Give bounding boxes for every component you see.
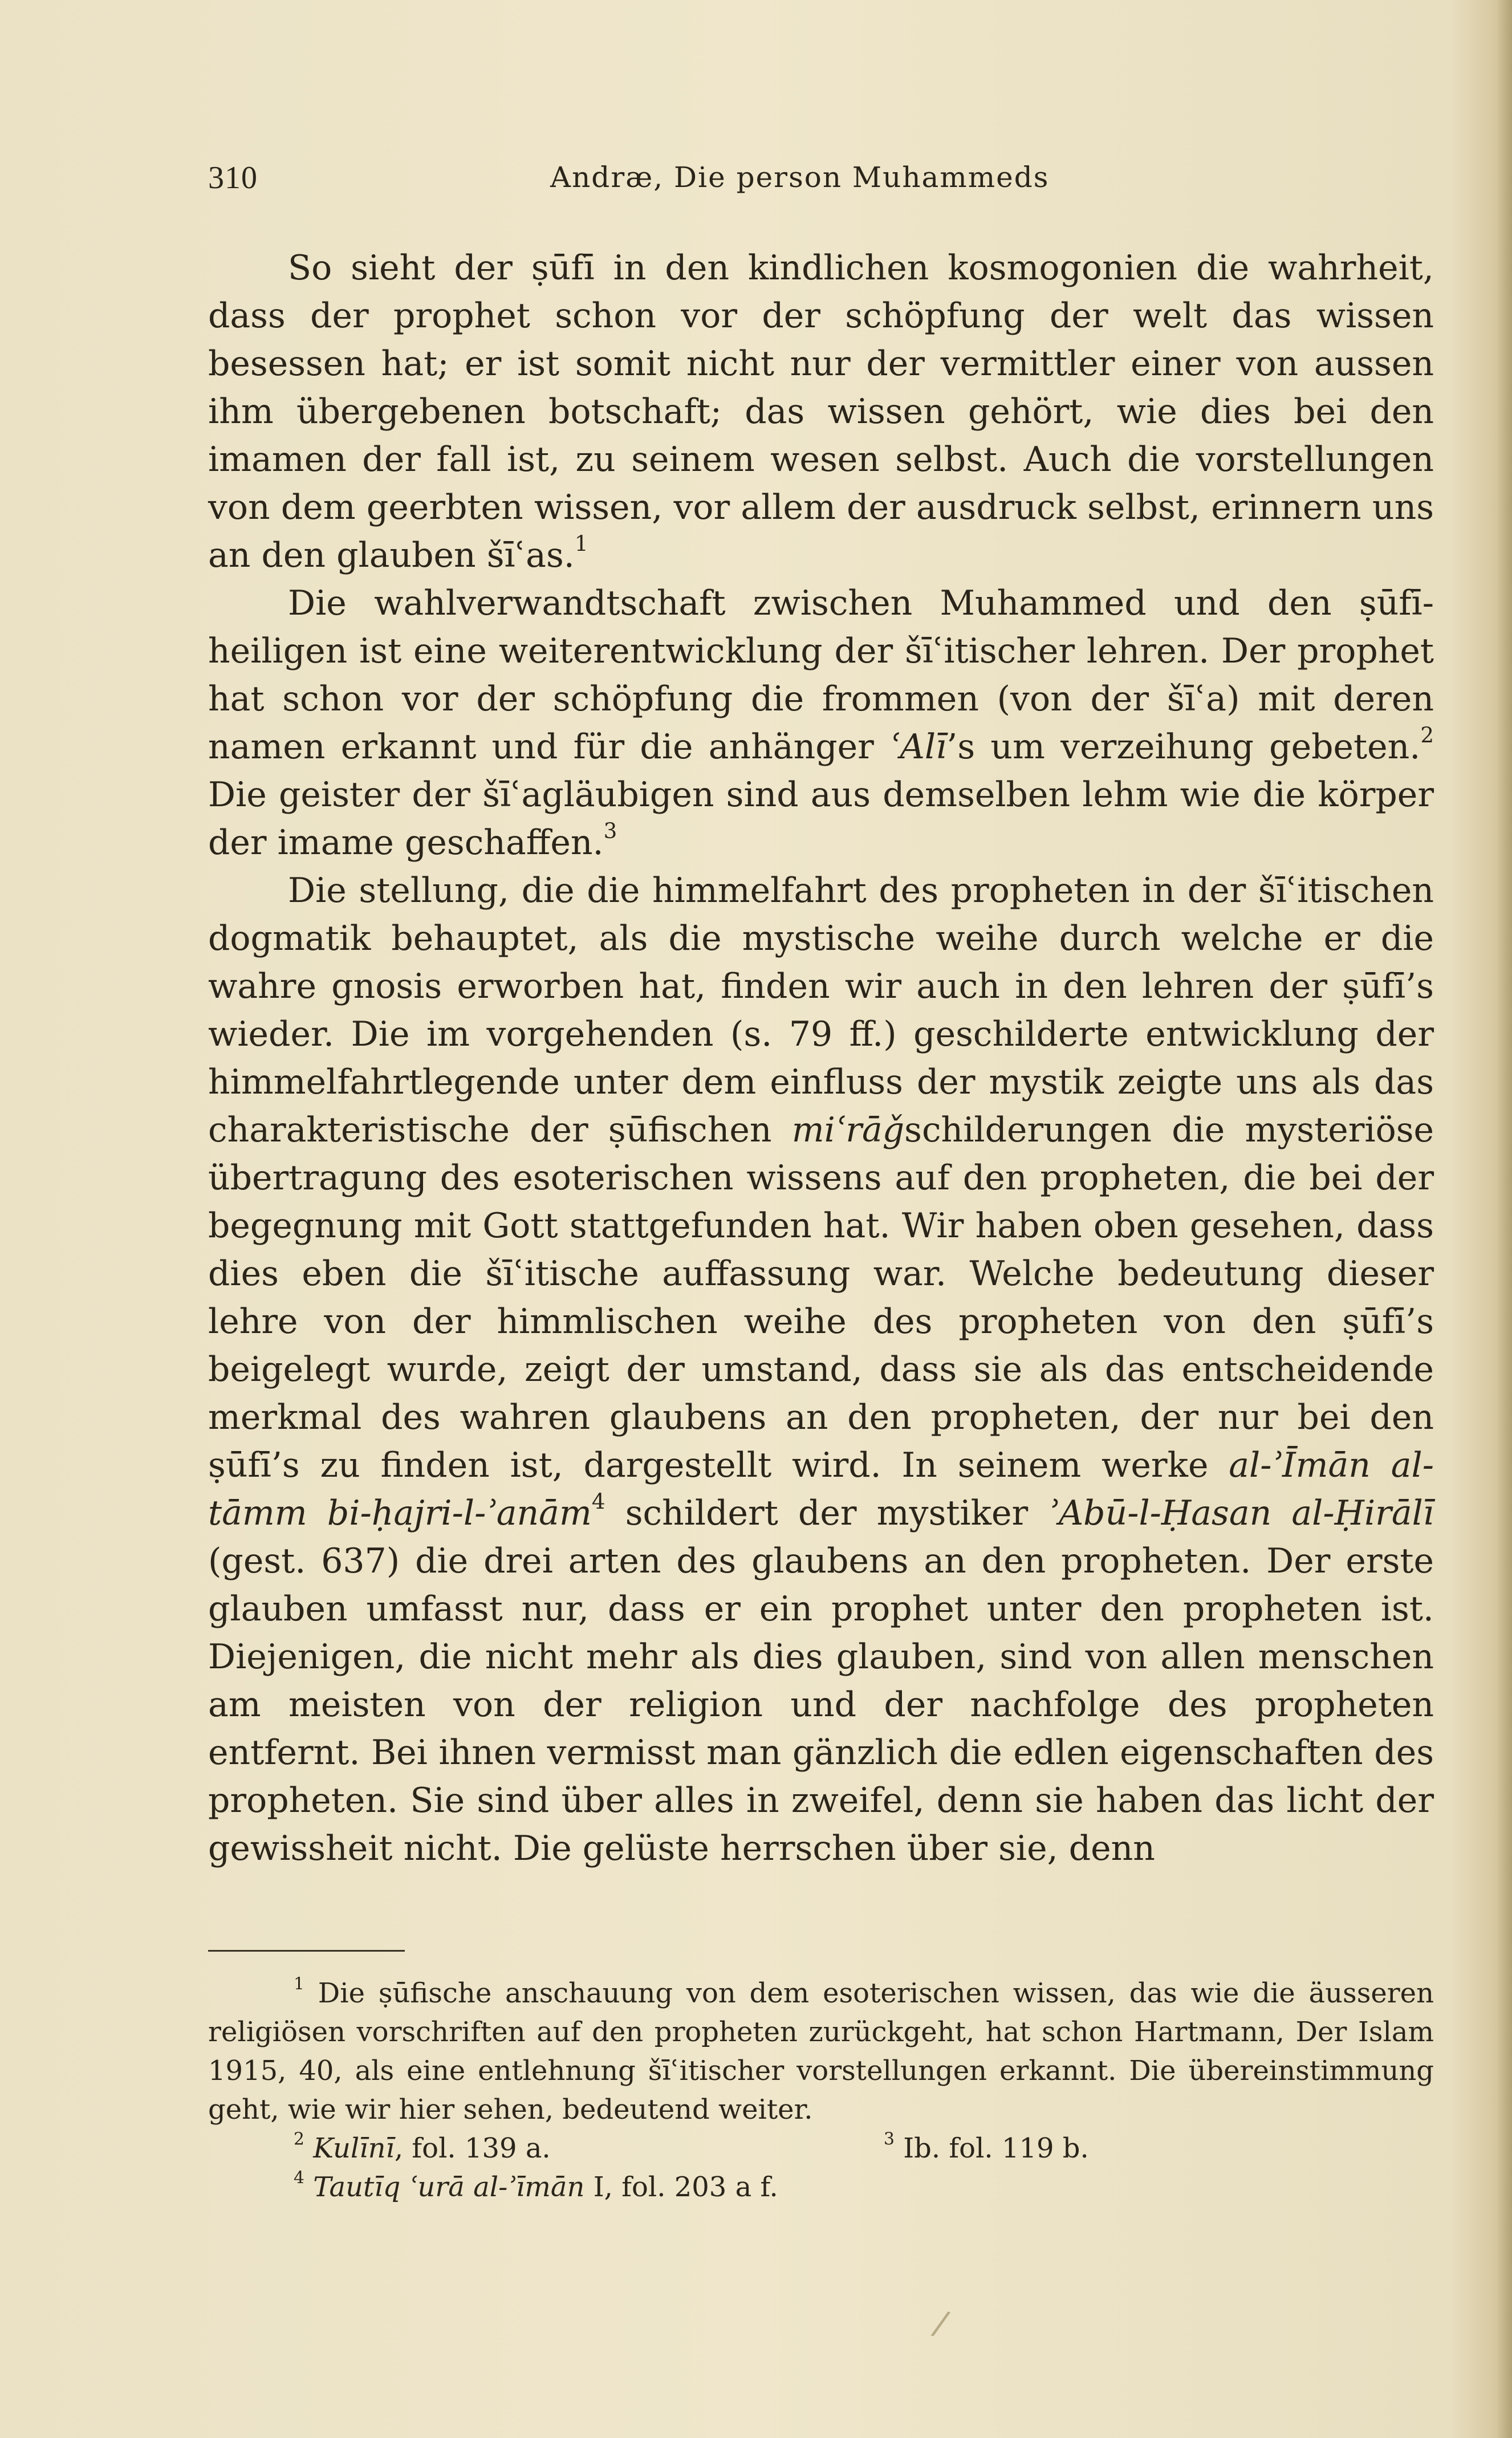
paragraph-2-text-b: ’s um verzeihung gebeten. <box>946 727 1421 767</box>
footnote-3-number: 3 <box>884 2129 895 2149</box>
footnote-ref-3: 3 <box>603 818 617 844</box>
footnote-4 <box>208 2168 1434 2207</box>
paragraph-2-text-a: Die wahlverwandtschaft zwischen Muhammed und den ṣūfī-heiligen ist eine weiterentwicklung der šīʿitischer lehren. Der prophet hat schon vor der schöpfung die frommen (von der šīʿa) mit deren namen erkannt und für die anhänger <box>208 583 1434 767</box>
footnote-separator <box>208 1950 405 1952</box>
paragraph-3-text-c: schildert der mystiker <box>605 1493 1048 1533</box>
main-text <box>208 244 1434 1872</box>
author-name: ʾAbū-l-Ḥasan al-Ḥirālī <box>1048 1493 1434 1533</box>
page-number: 310 <box>208 160 258 196</box>
footnote-4-number: 4 <box>294 2168 304 2188</box>
footnote-ref-2: 2 <box>1420 722 1434 748</box>
footnote-4-text: I, fol. 203 a f. <box>584 2171 778 2203</box>
running-header <box>208 160 1434 205</box>
footnote-4-title: Tautīq ʿurā al-ʾīmān <box>313 2171 585 2203</box>
paragraph-3-text-b: schilderungen die mysteriöse übertragung des esoterischen wissens auf den propheten, die bei der begegnung mit Gott stattgefunden hat. Wir haben oben gesehen, dass dies eben die šīʿitische auffassung war. Welche bedeutung dieser lehre von der himmlischen weihe des propheten von den ṣūfī’s beigelegt wurde, zeigt der umstand, dass sie als das entscheidende merkmal des wahren glaubens an den propheten, der nur bei den ṣūfī’s zu finden ist, dargestellt wird. In seinem werke <box>208 1110 1434 1485</box>
stray-pencil-mark: / <box>929 2302 953 2344</box>
paragraph-1 <box>208 244 1434 579</box>
footnote-2-number: 2 <box>294 2129 304 2149</box>
paragraph-1-text: So sieht der ṣūfī in den kindlichen kosmogonien die wahrheit, dass der prophet schon vor der schöpfung der welt das wissen besessen hat; er ist somit nicht nur der vermittler einer von aussen ihm übergebenen botschaft; das wissen gehört, wie dies bei den imamen der fall ist, zu seinem wesen selbst. Auch die vorstellungen von dem geerbten wissen, vor allem der ausdruck selbst, erinnern uns an den glauben šīʿas. <box>208 248 1434 575</box>
footnote-2-author: Kulīnī <box>313 2132 395 2164</box>
footnote-ref-1: 1 <box>574 531 588 556</box>
paragraph-2 <box>208 579 1434 867</box>
footnote-1-text: Die ṣūfische anschauung von dem esoterischen wissen, das wie die äusseren religiösen vorschriften auf den propheten zurückgeht, hat schon Hartmann, Der Islam 1915, 40, als eine entlehnung šīʿitischer vorstellungen erkannt. Die übereinstimmung geht, wie wir hier sehen, bedeutend weiter. <box>208 1977 1434 2126</box>
term-miraj: miʿrāǧ <box>791 1110 905 1150</box>
paragraph-3 <box>208 867 1434 1872</box>
footnote-3 <box>821 2129 1434 2168</box>
footnote-2-text: , fol. 139 a. <box>394 2132 551 2164</box>
page-edge-shadow <box>1497 0 1512 2438</box>
paragraph-3-text-d: (gest. 637) die drei arten des glaubens an den propheten. Der erste glauben umfasst nur, dass er ein prophet unter den propheten ist. Diejenigen, die nicht mehr als dies glauben, sind von allen menschen am meisten von der religion und der nachfolge des propheten entfernt. Bei ihnen vermisst man gänzlich die edlen eigenschaften des propheten. Sie sind über alles in zweifel, denn sie haben das licht der gewissheit nicht. Die gelüste herrschen über sie, denn <box>208 1541 1434 1868</box>
footnote-1 <box>208 1974 1434 2129</box>
footnote-2 <box>208 2129 821 2168</box>
footnote-ref-4: 4 <box>591 1489 605 1514</box>
footnote-1-number: 1 <box>294 1974 304 1994</box>
name-ali: ʿAlī <box>889 727 947 767</box>
running-head-title: Andræ, Die person Muhammeds <box>550 161 1050 194</box>
paragraph-2-text-c: Die geister der šīʿagläubigen sind aus demselben lehm wie die körper der imame geschaffen. <box>208 775 1434 863</box>
work-title: al-ʾĪmān al-tāmm bi-ḥajri-l-ʾanām <box>208 1445 1434 1533</box>
footnote-3-text: Ib. fol. 119 b. <box>894 2132 1089 2164</box>
footnote-row-2-3 <box>208 2129 1434 2168</box>
paragraph-3-text-a: Die stellung, die die himmelfahrt des propheten in der šīʿitischen dogmatik behauptet, als die mystische weihe durch welche er die wahre gnosis erworben hat, finden wir auch in den lehren der ṣūfī’s wieder. Die im vorgehenden (s. 79 ff.) geschilderte entwicklung der himmelfahrtlegende unter dem einfluss der mystik zeigte uns als das charakteristische der ṣūfischen <box>208 871 1434 1150</box>
footnotes <box>208 1974 1434 2207</box>
